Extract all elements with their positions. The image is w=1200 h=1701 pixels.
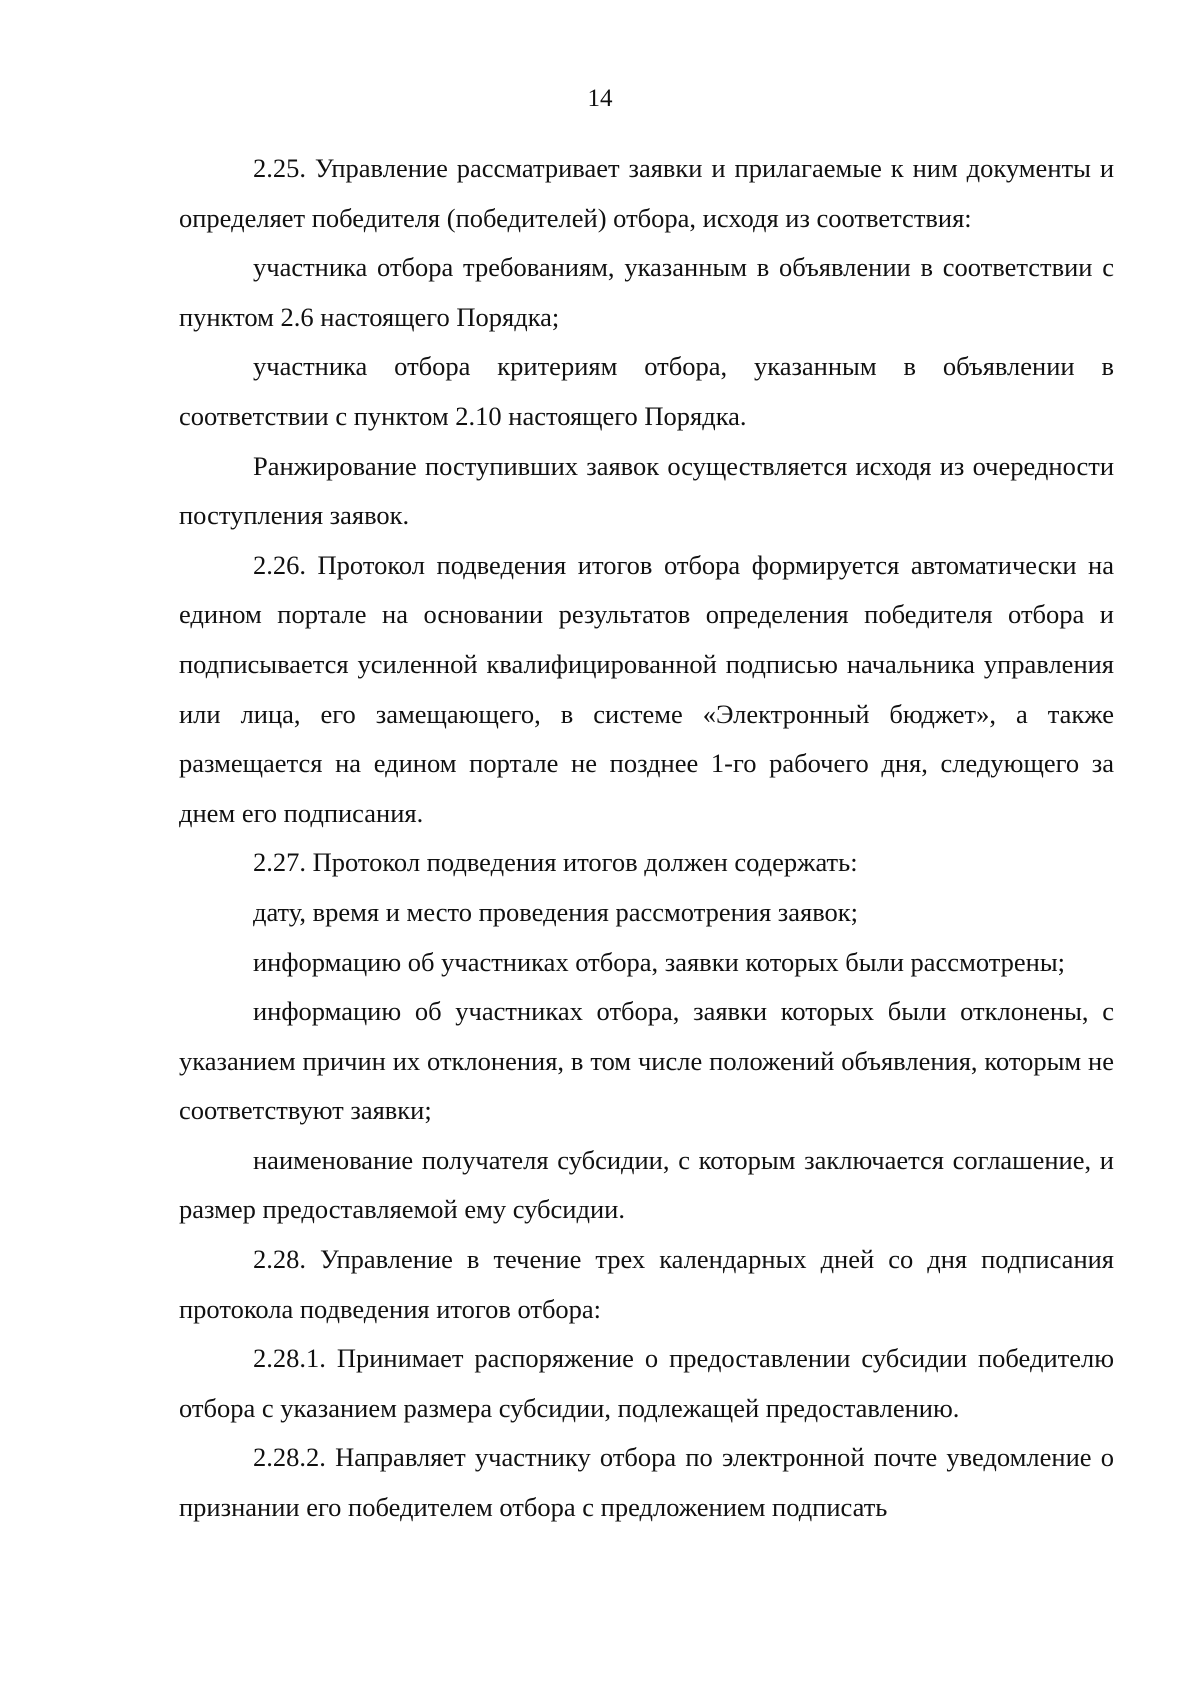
paragraph-2-28: 2.28. Управление в течение трех календарных дней со дня подписания протокола подведения итогов отбора:: [179, 1244, 1114, 1324]
paragraph-2-25: 2.25. Управление рассматривает заявки и прилагаемые к ним документы и определяет победителя (победителей) отбора, исходя из соответствия:: [179, 153, 1114, 233]
paragraph-ranking: Ранжирование поступивших заявок осуществляется исходя из очередности поступления заявок.: [179, 450, 1114, 531]
paragraph-rejected: информацию об участниках отбора, заявки которых были отклонены, с указанием причин их отклонения, в том числе положений объявления, которым не соответствуют заявки;: [179, 996, 1114, 1126]
paragraph-recipient: наименование получателя субсидии, с которым заключается соглашение, и размер предоставляемой ему субсидии.: [179, 1144, 1114, 1225]
paragraph-criteria: участника отбора критериям отбора, указанным в объявлении в соответствии с пунктом 2.10 настоящего Порядка.: [179, 351, 1114, 431]
paragraph-2-26: 2.26. Протокол подведения итогов отбора формируется автоматически на едином портале на основании результатов определения победителя отбора и подписывается усиленной квалифицированной подписью начальника управления или лица, его замещающего, в системе «Электронный бюджет», а также размещается на едином портале не позднее 1-го рабочего дня, следующего за днем его подписания.: [179, 549, 1114, 828]
document-body: [179, 144, 1114, 1533]
paragraph-requirements: участника отбора требованиям, указанным в объявлении в соответствии с пунктом 2.6 настоящего Порядка;: [179, 252, 1114, 332]
paragraph-reviewed: информацию об участниках отбора, заявки которых были рассмотрены;: [253, 946, 1066, 977]
paragraph-2-28-2: 2.28.2. Направляет участнику отбора по электронной почте уведомление о признании его победителем отбора с предложением подписать: [179, 1442, 1114, 1523]
paragraph-2-28-1: 2.28.1. Принимает распоряжение о предоставлении субсидии победителю отбора с указанием размера субсидии, подлежащей предоставлению.: [179, 1343, 1114, 1423]
page-number: 14: [587, 85, 613, 112]
paragraph-2-27: 2.27. Протокол подведения итогов должен содержать:: [253, 847, 858, 878]
paragraph-date-time: дату, время и место проведения рассмотрения заявок;: [253, 896, 859, 927]
